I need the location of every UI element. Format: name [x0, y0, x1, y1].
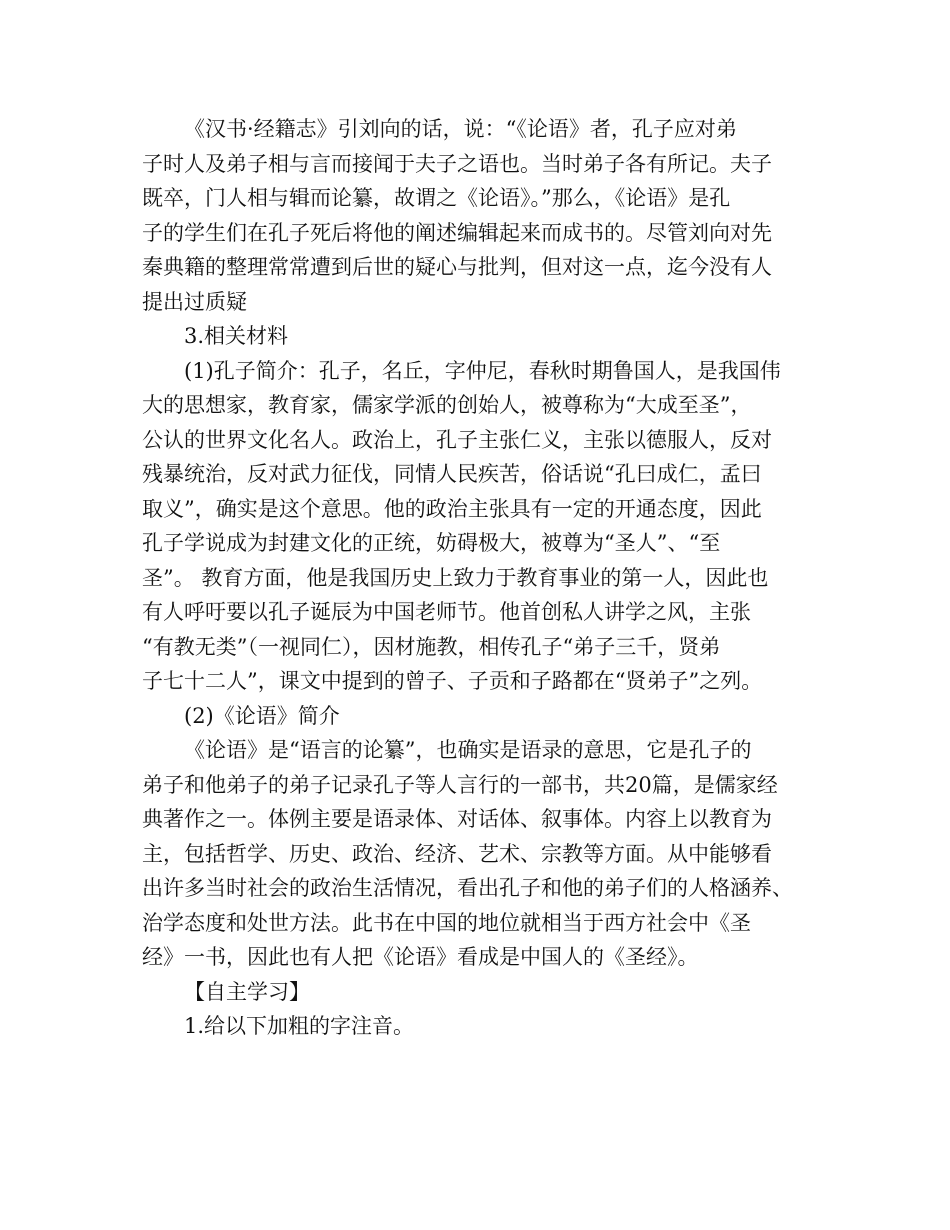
heading-text: 【自主学习】 [184, 979, 310, 1004]
text-line: “有教无类”（一视同仁），因材施教，相传孔子“弟子三千，贤弟 [142, 634, 721, 659]
text-line: 取义”，确实是这个意思。他的政治主张具有一定的开通态度，因此 [142, 496, 762, 521]
text-line: 子七十二人”，课文中提到的曾子、子贡和子路都在“贤弟子”之列。 [142, 669, 763, 693]
paragraph-hanshu-quote [142, 112, 810, 319]
document-body [142, 112, 810, 1044]
text-line: 《论语》是“语言的论纂”，也确实是语录的意思，它是孔子的 [184, 738, 752, 762]
paragraph-lunyu-description [142, 733, 810, 975]
text-line: 出许多当时社会的政治生活情况，看出孔子和他的弟子们的人格涵养、 [142, 876, 793, 900]
section-heading-self-study [142, 975, 810, 1010]
text-line: 残暴统治，反对武力征伐，同情人民疾苦，俗话说“孔曰成仁，孟曰 [142, 462, 762, 486]
text-line: 典著作之一。体例主要是语录体、对话体、叙事体。内容上以教育为 [142, 807, 772, 831]
exercise-text: 1.给以下加粗的字注音。 [184, 1014, 415, 1038]
text-line: 圣”。 教育方面，他是我国历史上致力于教育事业的第一人，因此也 [142, 565, 769, 590]
section-heading-lunyu-intro [142, 699, 810, 734]
text-line: 子的学生们在孔子死后将他的阐述编辑起来而成书的。尽管刘向对先 [142, 220, 772, 245]
text-line: 有人呼吁要以孔子诞辰为中国老师节。他首创私人讲学之风，主张 [142, 600, 751, 624]
text-line: 提出过质疑 [142, 289, 247, 314]
text-line: 大的思想家，教育家，儒家学派的创始人，被尊称为“大成至圣”， [142, 393, 752, 417]
text-line: 孔子学说成为封建文化的正统，妨碍极大，被尊为“圣人”、“至 [142, 531, 721, 555]
heading-text: 3.相关材料 [184, 324, 289, 348]
text-line: 公认的世界文化名人。政治上，孔子主张仁义，主张以德服人，反对 [142, 427, 772, 452]
heading-text: (2)《论语》简介 [184, 703, 340, 728]
text-line: 秦典籍的整理常常遭到后世的疑心与批判，但对这一点，迄今没有人 [142, 255, 772, 279]
text-line: 子时人及弟子相与言而接闻于夫子之语也。当时弟子各有所记。夫子 [142, 151, 772, 176]
text-line: 经》一书，因此也有人把《论语》看成是中国人的《圣经》。 [142, 945, 699, 969]
text-line: 主，包括哲学、历史、政治、经济、艺术、宗教等方面。从中能够看 [142, 841, 772, 866]
text-line: 弟子和他弟子的弟子记录孔子等人言行的一部书，共20篇，是儒家经 [142, 772, 778, 797]
text-line: 既卒，门人相与辑而论纂，故谓之《论语》。”那么，《论语》是孔 [142, 186, 731, 210]
exercise-item [142, 1009, 810, 1044]
section-heading-related-materials [142, 319, 810, 354]
paragraph-confucius-intro [142, 354, 810, 699]
text-line: 治学态度和处世方法。此书在中国的地位就相当于西方社会中《圣 [142, 910, 751, 935]
text-line: (1)孔子简介：孔子，名丘，字仲尼，春秋时期鲁国人，是我国伟 [184, 358, 781, 383]
text-line: 《汉书·经籍志》引刘向的话，说：“《论语》者，孔子应对弟 [184, 117, 737, 141]
